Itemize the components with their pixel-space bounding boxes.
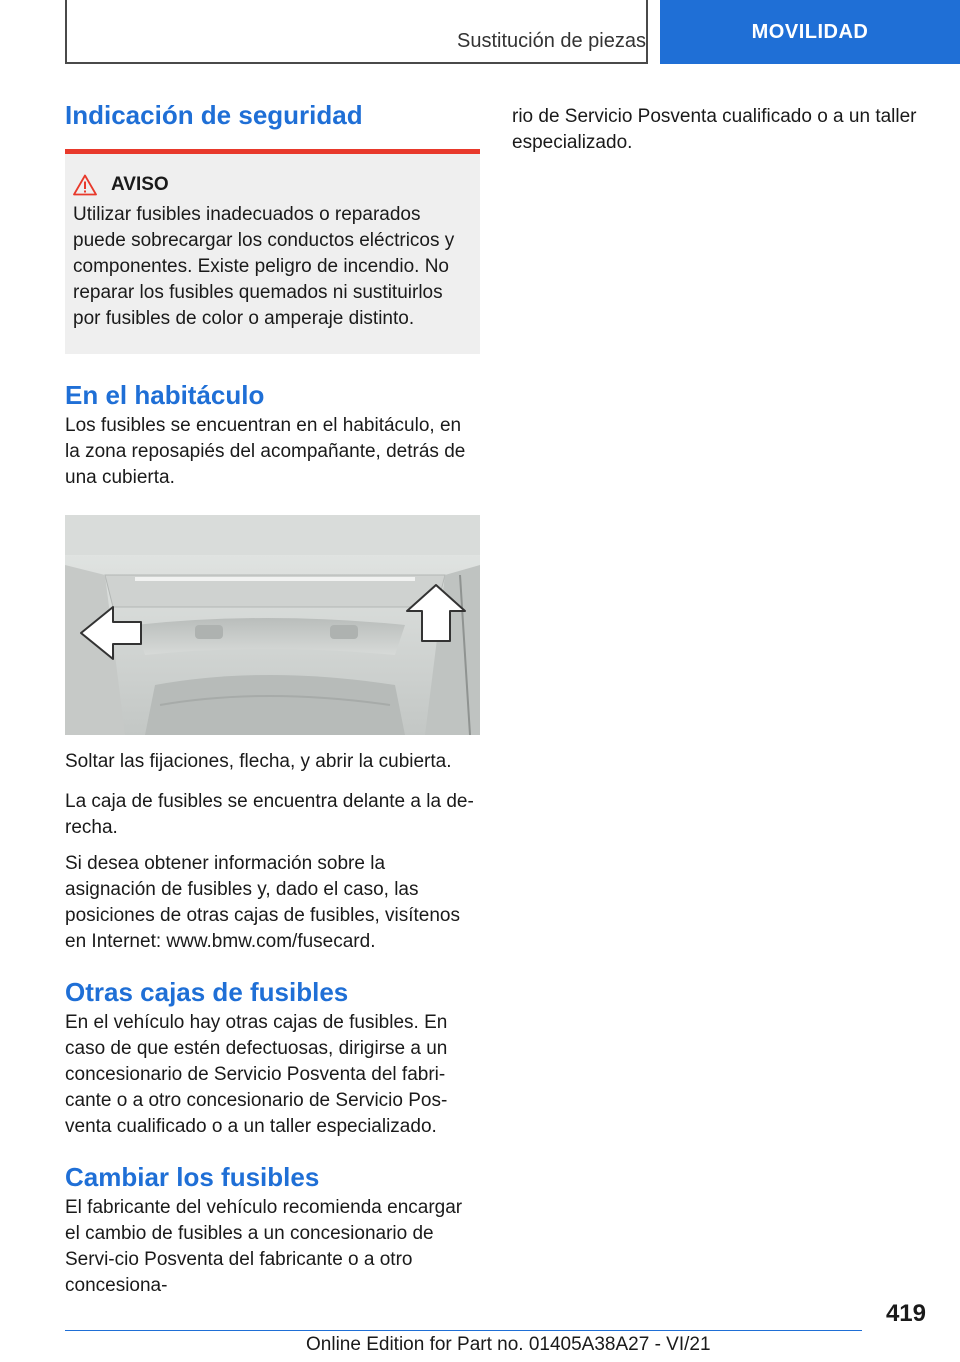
right-column	[512, 104, 922, 156]
paragraph-fusebox-location: La caja de fusibles se encuentra delante a la de-recha.	[65, 791, 474, 838]
figure-caption: Soltar las fijaciones, flecha, y abrir la cubierta.	[65, 751, 452, 772]
footer-rule	[65, 1330, 862, 1331]
warning-title: AVISO	[111, 174, 169, 195]
paragraph-change-fuses: El fabricante del vehículo recomienda encargar el cambio de fusibles a un concesionario de Servi-cio Posventa del fabricante o a otro concesiona-	[65, 1197, 463, 1296]
paragraph-more-info: Si desea obtener información sobre la asignación de fusibles y, dado el caso, las posiciones de otras cajas de fusibles, visítenos en Internet: www.bmw.com/fusecard.	[65, 853, 460, 952]
fuse-cover-photo	[65, 515, 480, 735]
warning-text: Utilizar fusibles inadecuados o reparados puede sobrecargar los conductos eléctricos y componentes. Existe peligro de incendio. No reparar los fusibles quemados ni sustituirlos por fusibles de color o amperaje distinto.	[73, 204, 455, 329]
footer-edition: Online Edition for Part no. 01405A38A27 - VI/21	[306, 1334, 711, 1355]
header-section-title: Sustitución de piezas	[456, 30, 646, 52]
warning-header	[73, 174, 472, 196]
paragraph-other-fuseboxes: En el vehículo hay otras cajas de fusibles. En caso de que estén defectuosas, dirigirse a un concesionario de Servicio Posventa del fabri-cante o a otro concesionario de Servicio Pos-venta cualificado o a un taller especializado.	[65, 1012, 448, 1137]
heading-cabin: En el habitáculo	[65, 380, 265, 410]
paragraph-continued: rio de Servicio Posventa cualificado o a un taller especializado.	[512, 106, 917, 153]
warning-box	[65, 154, 480, 354]
warning-triangle-icon	[73, 174, 97, 196]
page-number: 419	[885, 1300, 926, 1327]
photo-illustration	[65, 515, 480, 735]
header-tab-movilidad[interactable]: MOVILIDAD	[660, 0, 960, 64]
heading-change-fuses: Cambiar los fusibles	[65, 1162, 320, 1192]
left-column	[65, 100, 480, 1299]
heading-other-fuseboxes: Otras cajas de fusibles	[65, 977, 349, 1007]
paragraph-cabin: Los fusibles se encuentran en el habitáculo, en la zona reposapiés del acompañante, detrás de una cubierta.	[65, 415, 466, 488]
heading-safety: Indicación de seguridad	[65, 100, 363, 130]
